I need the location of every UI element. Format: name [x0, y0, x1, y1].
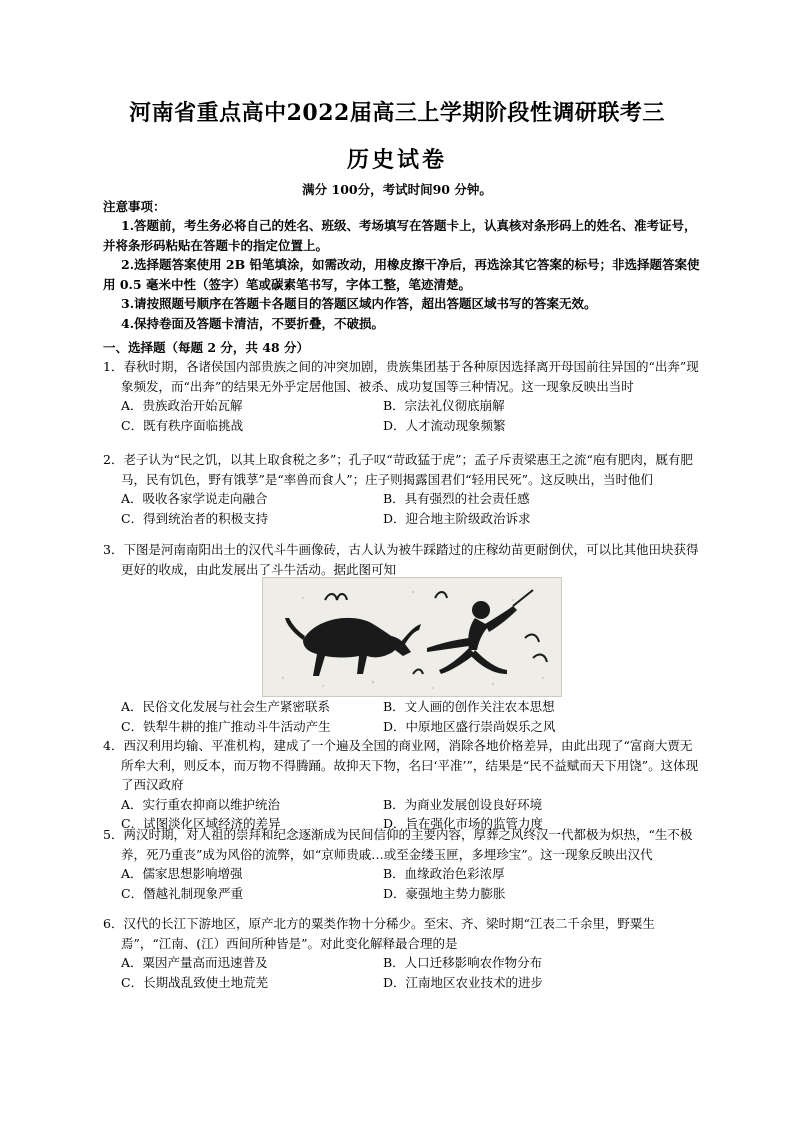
- notes-block: [103, 198, 703, 333]
- question-2: [103, 450, 703, 528]
- option-grid: [121, 396, 703, 435]
- note-item: 3.请按照题号顺序在答题卡各题目的答题区域内作答，超出答题区域书写的答案无效。: [121, 296, 597, 311]
- question-1: [103, 357, 703, 435]
- option-c: C．得到统治者的积极支持: [121, 510, 269, 526]
- option-a: A．实行重农抑商以维护统治: [121, 796, 281, 812]
- option-a: A．儒家思想影响增强: [121, 866, 243, 881]
- note-item: 4.保持卷面及答题卡清洁，不要折叠，不破损。: [121, 315, 385, 331]
- question-3: [103, 540, 703, 579]
- question-6: [103, 914, 703, 992]
- question-5: [103, 825, 703, 903]
- option-b: B．为商业发展创设良好环境: [383, 796, 543, 812]
- option-a: A．吸收各家学说走向融合: [121, 491, 268, 506]
- option-d: D．旨在强化市场的监管力度: [383, 816, 544, 831]
- option-a: A．粟因产量高而迅速普及: [121, 955, 268, 970]
- option-b: B．具有强烈的社会责任感: [383, 491, 530, 506]
- option-grid: [121, 864, 703, 903]
- option-b: B．文人画的创作关注农本思想: [383, 699, 555, 714]
- option-grid: [121, 489, 703, 528]
- option-c: C．铁犁牛耕的推广推动斗牛活动产生: [121, 718, 331, 734]
- section-title: 一、选择题（每题 2 分，共 48 分）: [103, 340, 310, 355]
- option-a: A．民俗文化发展与社会生产紧密联系: [121, 699, 331, 714]
- page-subtitle: 历史试卷: [346, 147, 447, 173]
- option-b: B．宗法礼仪彻底崩解: [383, 398, 505, 413]
- option-a: A．贵族政治开始瓦解: [121, 398, 243, 413]
- option-b: B．人口迁移影响农作物分布: [383, 955, 543, 970]
- option-c: C．试图淡化区域经济的差异: [121, 816, 281, 831]
- option-grid: [121, 697, 703, 736]
- question-stem: 4．西汉利用均输、平准机构，建成了一个遍及全国的商业网，消除各地价格差异，由此出现了“富商大贾无所牟大利，则反本，而万物不得腾踊。故抑天下物，名曰‘平准’”，结果是“民不益赋而天下用饶”。这体现了西汉政府: [103, 738, 699, 792]
- notes-heading: 注意事项：: [103, 199, 166, 214]
- option-d: D．人才流动现象频繁: [383, 417, 506, 433]
- option-c: C．长期战乱致使土地荒芜: [121, 974, 269, 990]
- option-d: D．豪强地主势力膨胀: [383, 885, 506, 901]
- question-stem: 1．春秋时期，各诸侯国内部贵族之间的冲突加剧，贵族集团基于各种原因选择离开母国前往异国的“出奔”现象频发，而“出奔”的结果无外乎定居他国、被杀、成功复国等三种情况。这一现象反映出当时: [103, 359, 699, 394]
- option-grid: [121, 953, 703, 992]
- question-stem: 2．老子认为“民之饥，以其上取食税之多”；孔子叹“苛政猛于虎”；孟子斥责梁惠王之流“庖有肥肉，厩有肥马，民有饥色，野有饿莩”是“率兽而食人”；庄子则揭露国君们“轻用民死”。这反映出，当时他们: [103, 452, 693, 487]
- exam-meta: 满分 100分，考试时间90 分钟。: [302, 182, 492, 197]
- question-stem: 6．汉代的长江下游地区，原产北方的粟类作物十分稀少。至宋、齐、梁时期“江表二千余里，野粟生焉”，“江南、(江）西间所种皆是”。对此变化解释最合理的是: [103, 916, 655, 951]
- question-3-options: [103, 697, 703, 736]
- option-d: D．迎合地主阶级政治诉求: [383, 510, 531, 526]
- note-item: 2.选择题答案使用 2B 铅笔填涂，如需改动，用橡皮擦干净后，再选涂其它答案的标号；非选择题答案使用 0.5 毫米中性（签字）笔或碳素笔书写，字体工整，笔迹清楚。: [103, 257, 700, 292]
- question-4: [103, 736, 703, 834]
- note-item: 1.答题前，考生务必将自己的姓名、班级、考场填写在答题卡上，认真核对条形码上的姓名、准考证号，并将条形码粘贴在答题卡的指定位置上。: [103, 218, 697, 253]
- bullfight-relief-image: [262, 577, 562, 697]
- question-stem: 3．下图是河南南阳出土的汉代斗牛画像砖，古人认为被牛踩踏过的庄稼幼苗更耐倒伏，可以比其他田块获得更好的收成，由此发展出了斗牛活动。据此图可知: [103, 542, 699, 577]
- bullfight-relief-drawing: [263, 578, 561, 696]
- option-d: D．江南地区农业技术的进步: [383, 974, 544, 990]
- question-stem: 5．两汉时期，对人祖的崇拜和纪念逐渐成为民间信仰的主要内容，厚葬之风终汉一代都极为炽热，“生不极养，死乃重丧”成为风俗的流弊，如“京师贵戚…或至金缕玉匣，多埋珍宝”。这一现象反映出汉代: [103, 827, 693, 862]
- option-b: B．血缘政治色彩浓厚: [383, 866, 505, 881]
- option-c: C．既有秩序面临挑战: [121, 417, 244, 433]
- option-c: C．僭越礼制现象严重: [121, 885, 244, 901]
- option-d: D．中原地区盛行崇尚娱乐之风: [383, 718, 556, 734]
- page-title: 河南省重点高中2022届高三上学期阶段性调研联考三: [129, 100, 665, 126]
